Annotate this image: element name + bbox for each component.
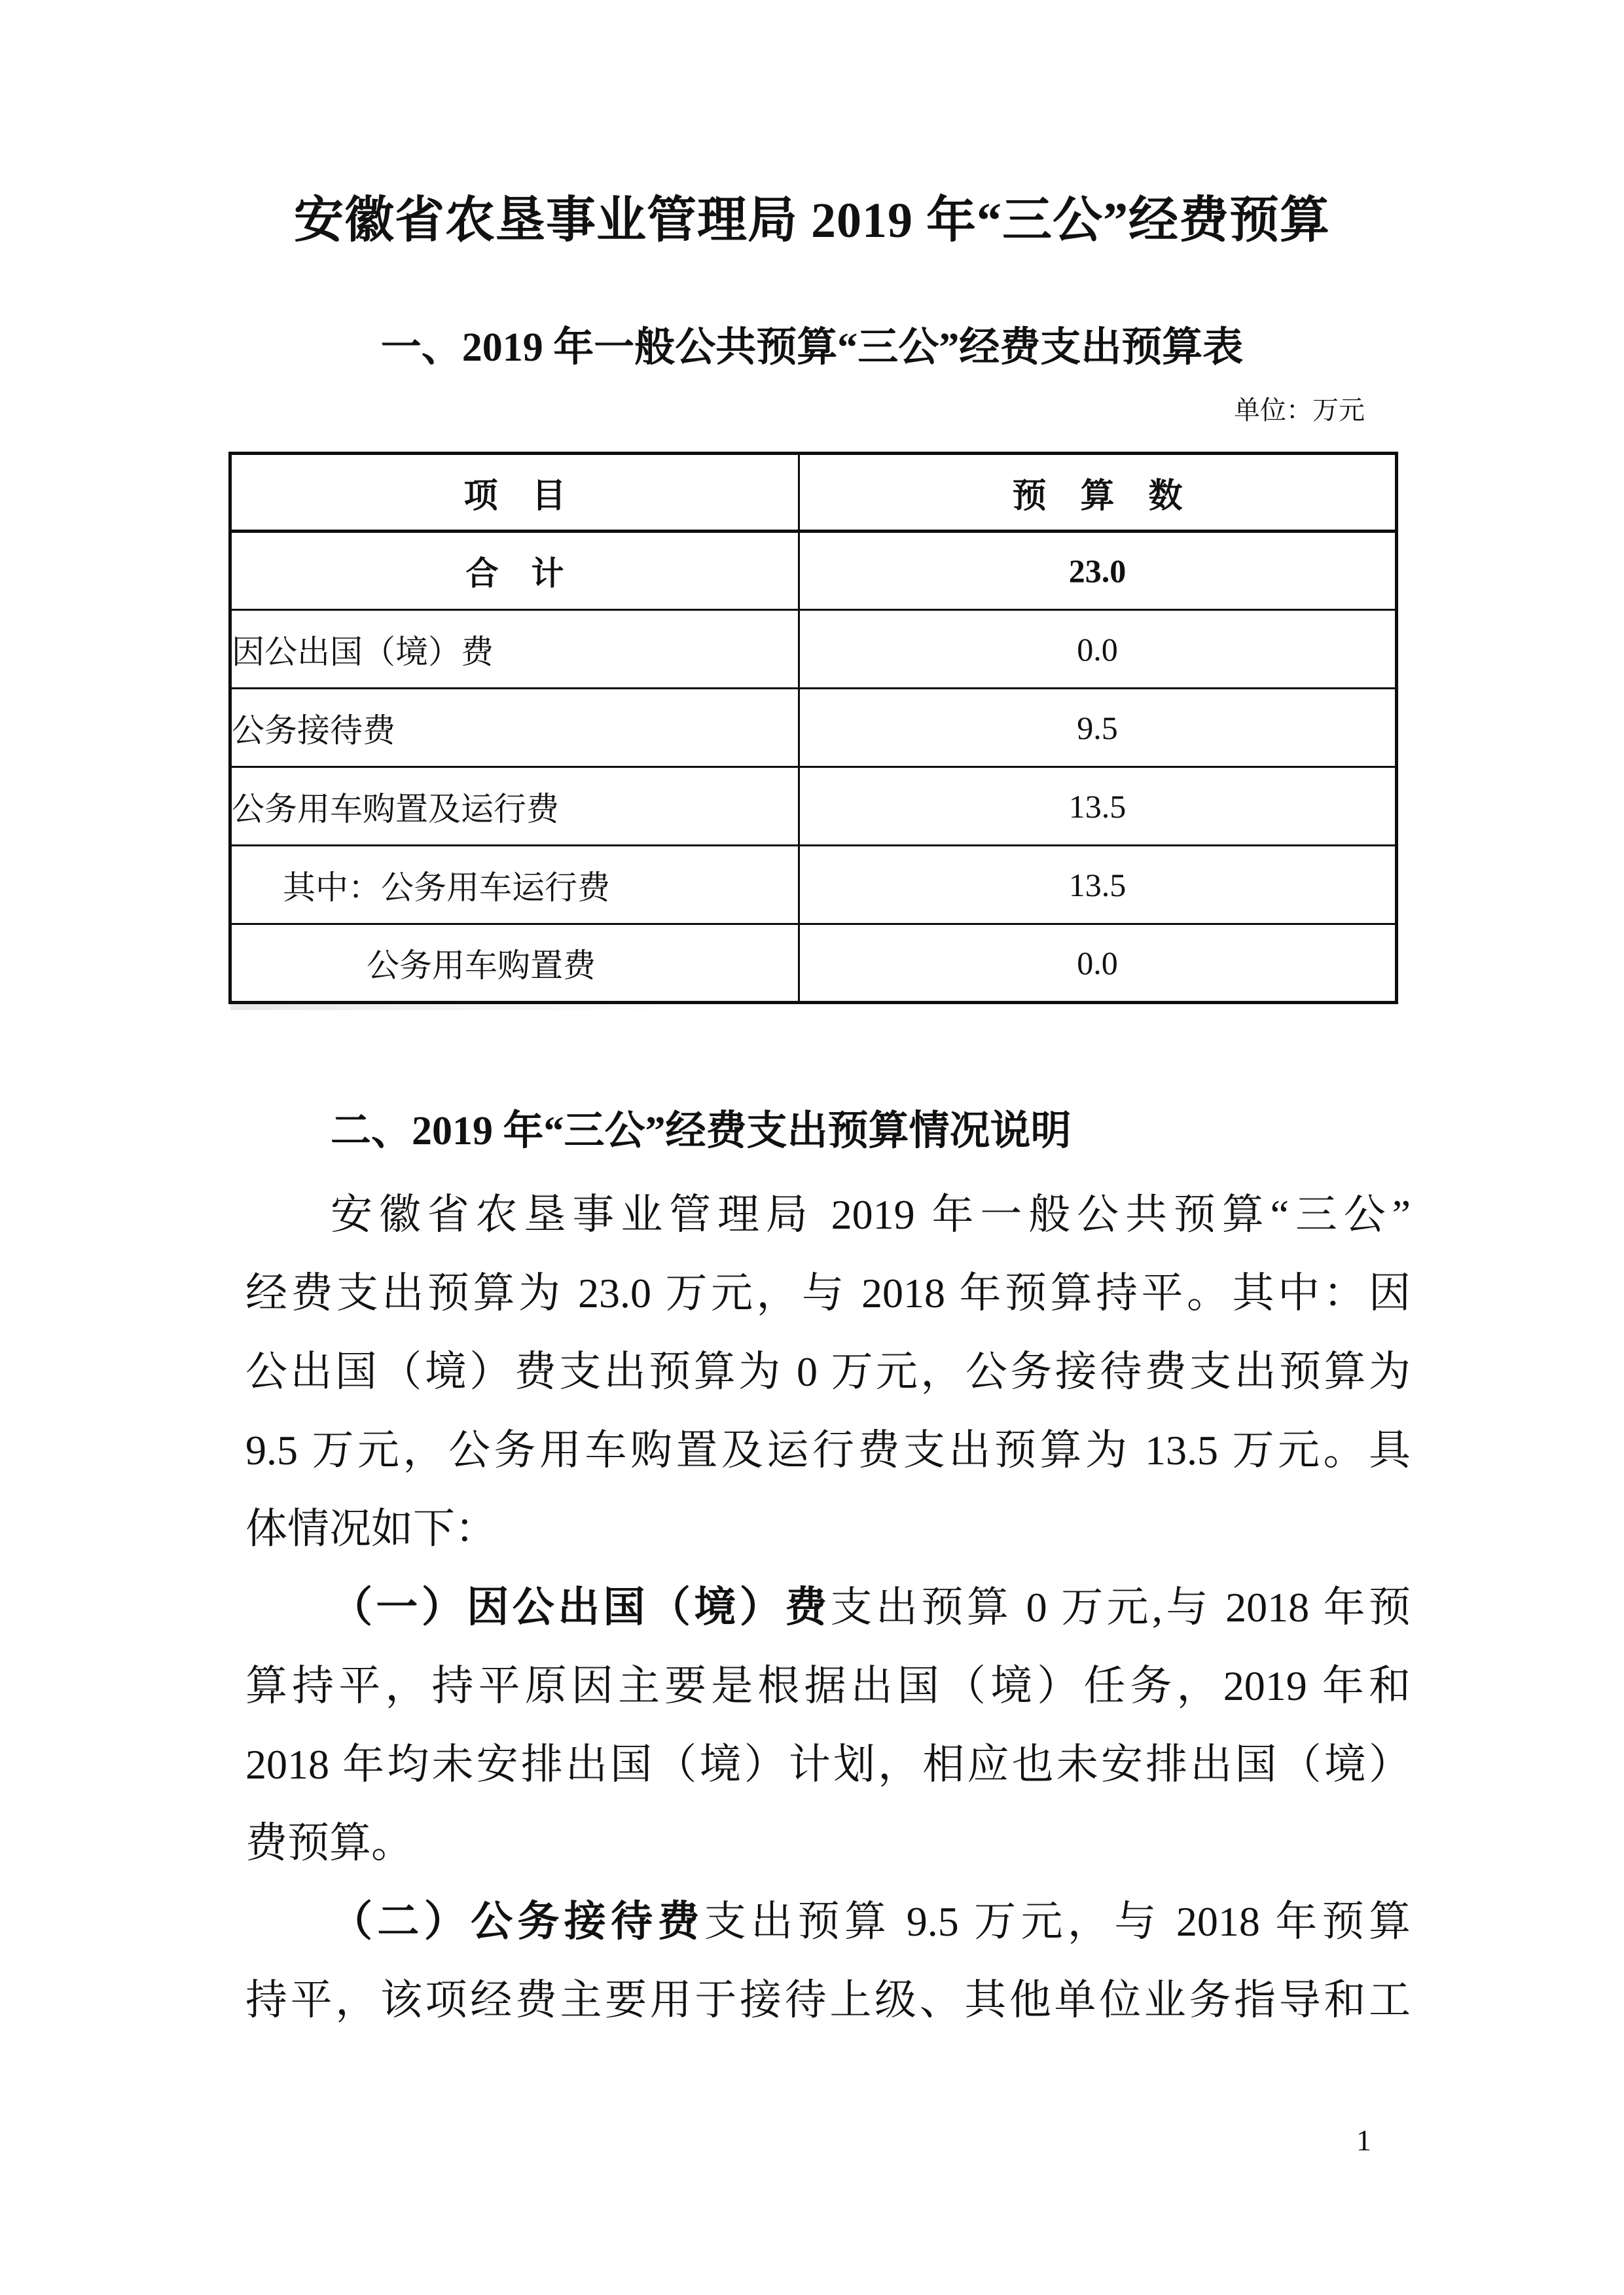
paragraph-line	[245, 1568, 1411, 1647]
text-run: 公出国（境）费支出预算为 0 万元，公务接待费支出预算为	[245, 1348, 1411, 1395]
section2-heading: 二、2019 年“三公”经费支出预算情况说明	[331, 1109, 1072, 1153]
table-header-row	[230, 454, 1397, 532]
table-row	[230, 846, 1397, 924]
column-header-budget: 预 算 数	[799, 454, 1397, 532]
document-title: 安徽省农垦事业管理局 2019 年“三公”经费预算	[294, 193, 1330, 248]
row-value: 13.5	[799, 846, 1397, 924]
text-run: 支出预算 0 万元,与 2018 年预	[830, 1584, 1411, 1631]
text-run: 体情况如下：	[245, 1506, 497, 1552]
paragraph-line	[245, 1647, 1411, 1726]
text-run: 费预算。	[245, 1820, 413, 1866]
row-label: 合 计	[230, 532, 799, 610]
section2-paragraphs	[245, 1176, 1411, 2040]
paragraph-line	[245, 1961, 1411, 2040]
page-number: 1	[1356, 2123, 1371, 2157]
row-value: 0.0	[799, 610, 1397, 689]
table-row	[230, 532, 1397, 610]
paragraph-line	[245, 1804, 1411, 1883]
paragraph-line	[245, 1726, 1411, 1804]
row-label: 公务用车购置费	[230, 924, 799, 1003]
bold-text-run: （二）公务接待费	[331, 1898, 704, 1945]
row-label: 因公出国（境）费	[230, 610, 799, 689]
paragraph-line	[245, 1490, 1411, 1568]
row-value: 0.0	[799, 924, 1397, 1003]
paragraph-line	[245, 1176, 1411, 1254]
paragraph-line	[245, 1411, 1411, 1490]
column-header-item: 项 目	[230, 454, 799, 532]
table-row	[230, 767, 1397, 846]
scan-smudge	[230, 1004, 689, 1010]
paragraph-line	[245, 1883, 1411, 1961]
text-run: 算持平，持平原因主要是根据出国（境）任务，2019 年和	[245, 1663, 1411, 1709]
budget-table-body	[230, 532, 1397, 1003]
text-run: 安徽省农垦事业管理局 2019 年一般公共预算“三公”	[331, 1191, 1411, 1238]
row-label: 其中：公务用车运行费	[230, 846, 799, 924]
text-run: 经费支出预算为 23.0 万元，与 2018 年预算持平。其中：因	[245, 1270, 1411, 1316]
paragraph-line	[245, 1254, 1411, 1333]
section1-heading: 一、2019 年一般公共预算“三公”经费支出预算表	[380, 325, 1244, 370]
unit-label: 单位：万元	[1234, 395, 1365, 425]
row-label: 公务用车购置及运行费	[230, 767, 799, 846]
text-run: 支出预算 9.5 万元，与 2018 年预算	[704, 1898, 1411, 1945]
budget-table	[228, 452, 1398, 1004]
table-row	[230, 610, 1397, 689]
table-row	[230, 689, 1397, 767]
row-value: 9.5	[799, 689, 1397, 767]
text-run: 9.5 万元，公务用车购置及运行费支出预算为 13.5 万元。具	[245, 1427, 1411, 1473]
bold-text-run: （一）因公出国（境）费	[331, 1584, 831, 1631]
row-label: 公务接待费	[230, 689, 799, 767]
paragraph-line	[245, 1333, 1411, 1411]
text-run: 持平，该项经费主要用于接待上级、其他单位业务指导和工	[245, 1977, 1411, 2023]
text-run: 2018 年均未安排出国（境）计划，相应也未安排出国（境）	[245, 1741, 1411, 1788]
table-row	[230, 924, 1397, 1003]
row-value: 13.5	[799, 767, 1397, 846]
row-value: 23.0	[799, 532, 1397, 610]
